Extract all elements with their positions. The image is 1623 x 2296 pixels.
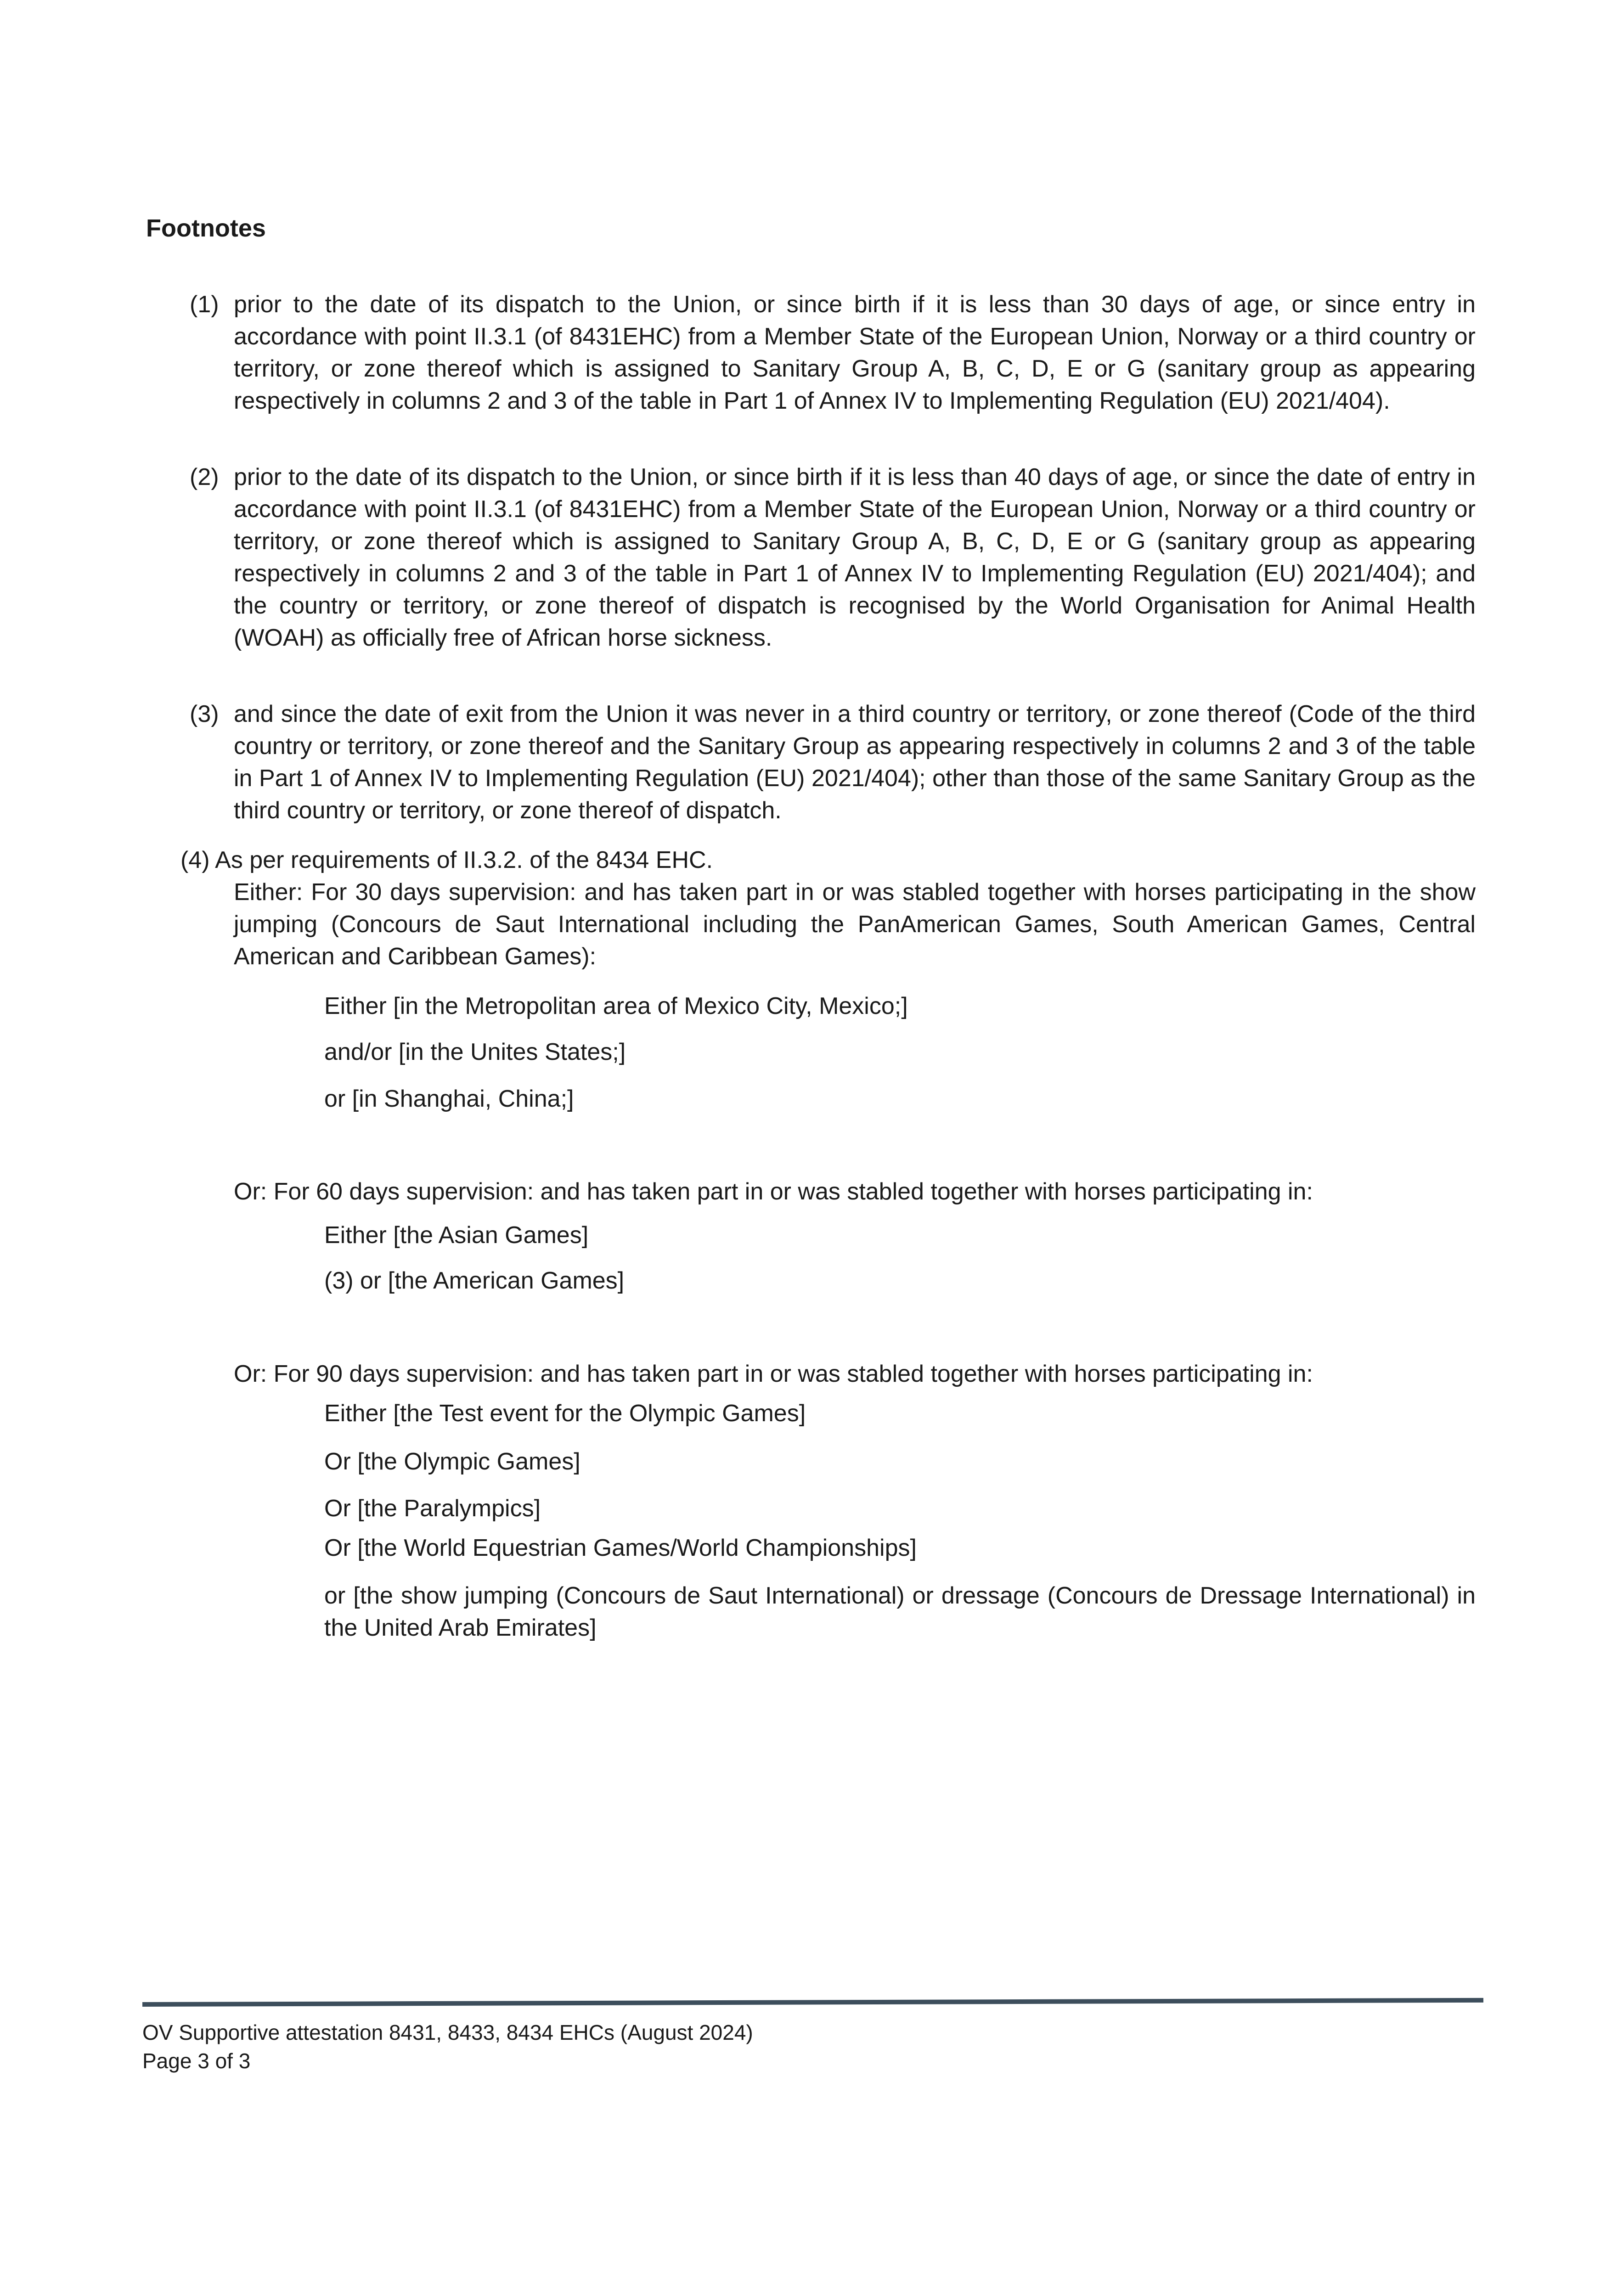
option-60-days: Or: For 60 days supervision: and has taken part in or was stabled together with horses participating in:: [234, 1178, 1313, 1205]
page-footer: [142, 2018, 753, 2075]
footnote-text: prior to the date of its dispatch to the Union, or since birth if it is less than 30 days of age, or since entry in accordance with point II.3.1 (of 8431EHC) from a Member State of the European Union, Norway or a third country or territory, or zone thereof which is assigned to Sanitary Group A, B, C, D, E or G (sanitary group as appearing respectively in columns 2 and 3 of the table in Part 1 of Annex IV to Implementing Regulation (EU) 2021/404).: [234, 291, 1476, 414]
option-item: (3) or [the American Games]: [324, 1267, 625, 1294]
footer-divider: [142, 1998, 1483, 2007]
footnote-4-heading: (4) As per requirements of II.3.2. of the 8434 EHC.: [180, 847, 713, 873]
option-30-days: Either: For 30 days supervision: and has taken part in or was stabled together with horses participating in the show jumping (Concours de Saut International including the PanAmerican Games, South American Games, Central American and Caribbean Games):: [234, 879, 1476, 970]
footnote-3: [190, 698, 1476, 827]
option-item: Either [in the Metropolitan area of Mexico City, Mexico;]: [324, 993, 908, 1019]
footer-page-number: Page 3 of 3: [142, 2049, 251, 2073]
option-item: Either [the Test event for the Olympic Games]: [324, 1400, 806, 1427]
footer-document-title: OV Supportive attestation 8431, 8433, 8434 EHCs (August 2024): [142, 2020, 753, 2044]
footnote-2: [190, 461, 1476, 654]
footnote-number: (3): [190, 701, 219, 727]
option-item: Or [the Olympic Games]: [324, 1448, 580, 1475]
option-item: and/or [in the Unites States;]: [324, 1039, 626, 1065]
footnote-text: and since the date of exit from the Union it was never in a third country or territory, or zone thereof (Code of the third country or territory, or zone thereof and the Sanitary Group as appearing respectively in columns 2 and 3 of the table in Part 1 of Annex IV to Implementing Regulation (EU) 2021/404); other than those of the same Sanitary Group as the third country or territory, or zone thereof of dispatch.: [234, 701, 1476, 824]
option-90-days: Or: For 90 days supervision: and has taken part in or was stabled together with horses participating in:: [234, 1361, 1313, 1387]
footnote-text: prior to the date of its dispatch to the Union, or since birth if it is less than 40 days of age, or since the date of entry in accordance with point II.3.1 (of 8431EHC) from a Member State of the European Union, Norway or a third country or territory, or zone thereof which is assigned to Sanitary Group A, B, C, D, E or G (sanitary group as appearing respectively in columns 2 and 3 of the table in Part 1 of Annex IV to Implementing Regulation (EU) 2021/404); and the country or territory, or zone thereof of dispatch is recognised by the World Organisation for Animal Health (WOAH) as officially free of African horse sickness.: [234, 464, 1476, 651]
footnote-number: (1): [190, 291, 219, 318]
footnote-number: (2): [190, 464, 219, 490]
footnote-1: [190, 288, 1476, 417]
option-item: Either [the Asian Games]: [324, 1222, 589, 1249]
option-item: Or [the World Equestrian Games/World Championships]: [324, 1535, 917, 1561]
option-item: or [the show jumping (Concours de Saut International) or dressage (Concours de Dressage International) in the United Arab Emirates]: [324, 1582, 1476, 1641]
section-title: Footnotes: [146, 214, 266, 242]
option-item: or [in Shanghai, China;]: [324, 1086, 574, 1112]
option-item: Or [the Paralympics]: [324, 1495, 541, 1522]
